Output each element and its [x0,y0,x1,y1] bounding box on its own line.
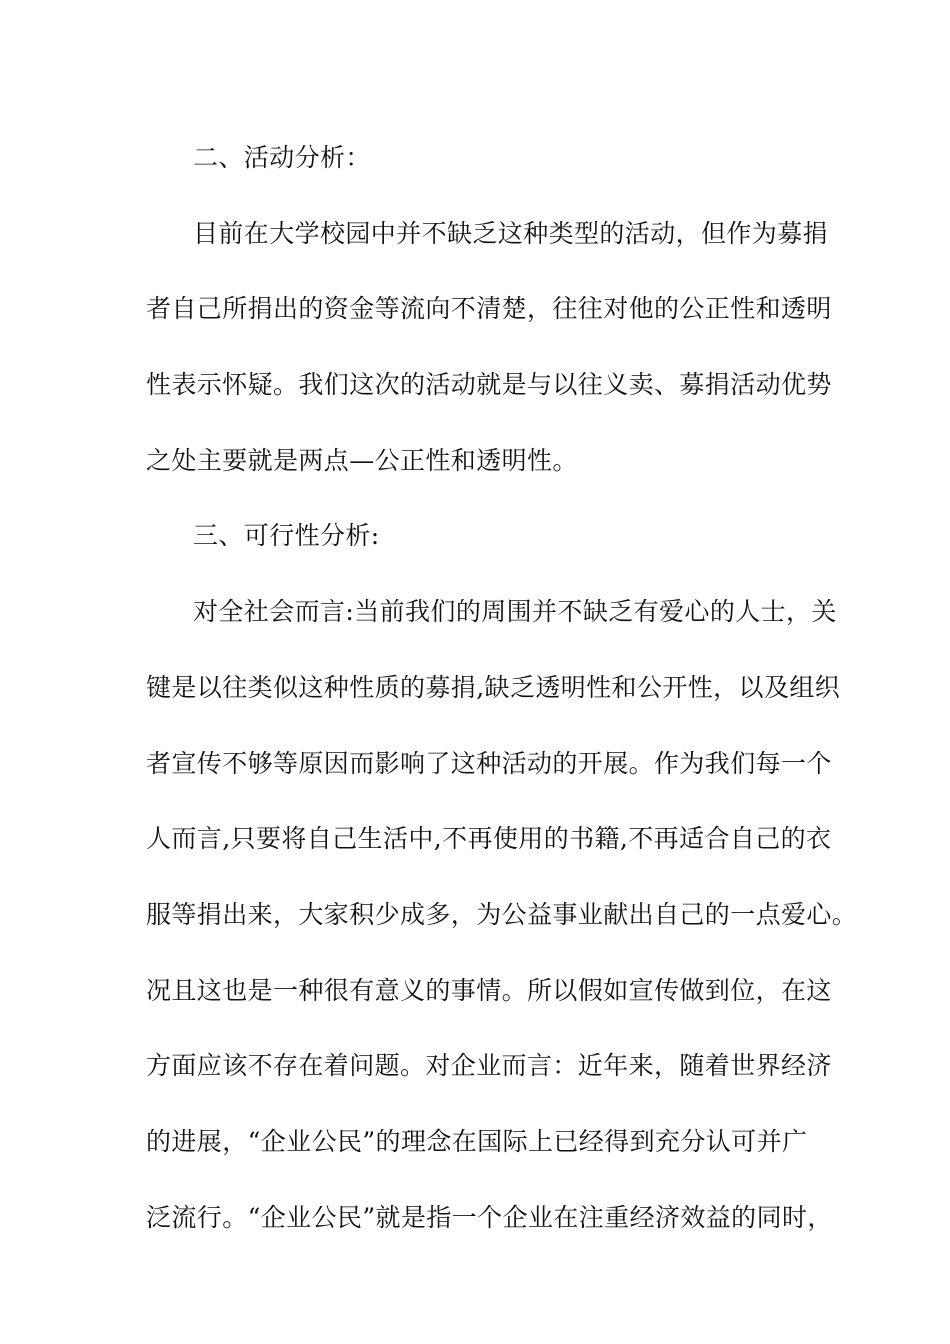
paragraph-line: 服等捐出来，大家积少成多，为公益事业献出自己的一点爱心。 [146,899,858,929]
paragraph-line: 对全社会而言:当前我们的周围并不缺乏有爱心的人士，关 [193,597,837,627]
paragraph-line: 的进展，“企业公民”的理念在国际上已经得到充分认可并广 [146,1126,808,1156]
paragraph-line: 目前在大学校园中并不缺乏这种类型的活动，但作为募捐 [193,218,829,248]
paragraph-line: 性表示怀疑。我们这次的活动就是与以往义卖、募捐活动优势 [146,370,832,400]
paragraph-line: 键是以往类似这种性质的募捐,缺乏透明性和公开性，以及组织 [146,672,841,702]
paragraph-line: 泛流行。“企业公民”就是指一个企业在注重经济效益的同时， [146,1202,833,1232]
section-heading-feasibility-analysis: 三、可行性分析: [193,521,380,551]
paragraph-line: 者自己所捐出的资金等流向不清楚，往往对他的公正性和透明 [146,294,832,324]
paragraph-line: 人而言,只要将自己生活中,不再使用的书籍,不再适合自己的衣 [146,824,832,854]
paragraph-line: 者宣传不够等原因而影响了这种活动的开展。作为我们每一个 [146,748,832,778]
paragraph-line: 之处主要就是两点—公正性和透明性。 [146,445,578,475]
body-text [146,120,858,1255]
paragraph-line: 方面应该不存在着问题。对企业而言：近年来，随着世界经济 [146,1051,832,1081]
section-heading-activity-analysis: 二、活动分析： [193,143,371,172]
paragraph-line: 况且这也是一种很有意义的事情。所以假如宣传做到位，在这 [146,975,832,1005]
